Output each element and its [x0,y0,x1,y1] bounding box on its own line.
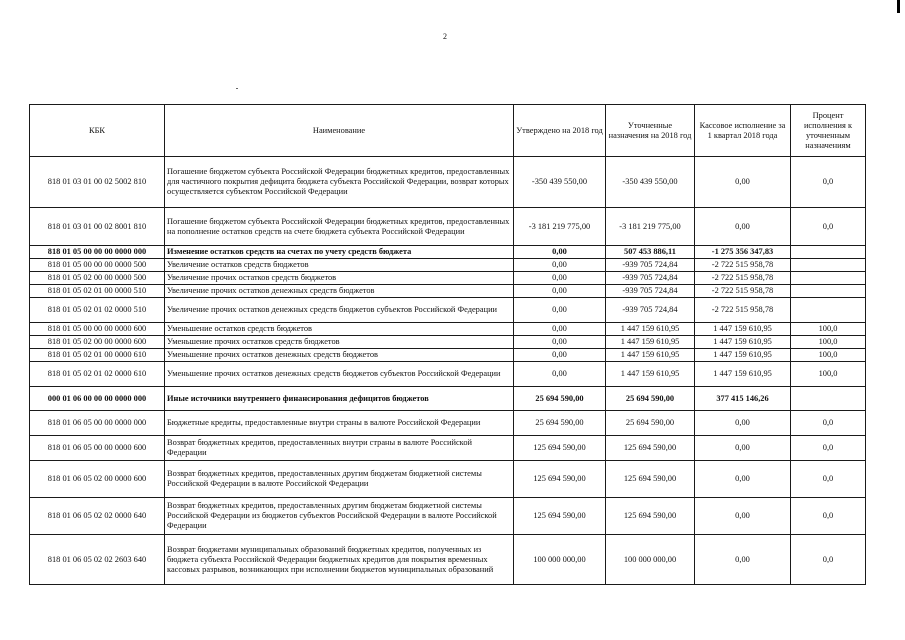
cell-approved: 125 694 590,00 [514,498,606,535]
cell-kbk: 818 01 05 00 00 00 0000 600 [30,323,165,336]
cell-name: Увеличение прочих остатков денежных средств бюджетов субъектов Российской Федерации [165,298,514,323]
cell-revised: 100 000 000,00 [606,535,695,585]
cell-approved: -3 181 219 775,00 [514,208,606,246]
cell-kbk: 818 01 06 05 00 00 0000 000 [30,411,165,436]
cell-percent [791,246,866,259]
cell-cash-execution: 0,00 [695,208,791,246]
cell-approved: 0,00 [514,259,606,272]
table-row [30,285,866,298]
cell-approved: 0,00 [514,285,606,298]
cell-kbk: 818 01 05 00 00 00 0000 500 [30,259,165,272]
cell-kbk: 818 01 06 05 02 00 0000 600 [30,461,165,498]
cell-revised: -939 705 724,84 [606,259,695,272]
cell-percent: 100,0 [791,323,866,336]
cell-name: Увеличение прочих остатков средств бюджетов [165,272,514,285]
table-row [30,323,866,336]
cell-percent [791,387,866,411]
table-header-row [30,105,866,157]
table-row [30,246,866,259]
cell-cash-execution: -2 722 515 958,78 [695,272,791,285]
table-body [30,157,866,585]
cell-cash-execution: 0,00 [695,436,791,461]
cell-revised: -3 181 219 775,00 [606,208,695,246]
cell-cash-execution: -1 275 356 347,83 [695,246,791,259]
cell-percent [791,285,866,298]
cell-percent: 0,0 [791,436,866,461]
cell-name: Уменьшение прочих остатков денежных средств бюджетов субъектов Российской Федерации [165,362,514,387]
cell-percent: 100,0 [791,349,866,362]
cell-name: Увеличение прочих остатков денежных средств бюджетов [165,285,514,298]
cell-cash-execution: -2 722 515 958,78 [695,285,791,298]
header-approved: Утверждено на 2018 год [514,105,606,157]
table-row [30,298,866,323]
cell-kbk: 818 01 05 00 00 00 0000 000 [30,246,165,259]
cell-approved: -350 439 550,00 [514,157,606,208]
cell-approved: 25 694 590,00 [514,387,606,411]
cell-approved: 125 694 590,00 [514,461,606,498]
cell-name: Возврат бюджетных кредитов, предоставленных другим бюджетам бюджетной системы Российской Федерации в валюте Российской Федерации [165,461,514,498]
cell-approved: 0,00 [514,362,606,387]
table-row [30,387,866,411]
cell-percent [791,259,866,272]
cell-kbk: 818 01 03 01 00 02 5002 810 [30,157,165,208]
cell-revised: 25 694 590,00 [606,387,695,411]
cell-kbk: 818 01 03 01 00 02 8001 810 [30,208,165,246]
cell-approved: 0,00 [514,336,606,349]
cell-revised: -939 705 724,84 [606,285,695,298]
cell-revised: 125 694 590,00 [606,498,695,535]
cell-cash-execution: 377 415 146,26 [695,387,791,411]
cell-percent: 0,0 [791,157,866,208]
cell-percent: 0,0 [791,461,866,498]
cell-approved: 100 000 000,00 [514,535,606,585]
cell-kbk: 818 01 05 02 00 00 0000 500 [30,272,165,285]
table-row [30,436,866,461]
cell-kbk: 818 01 05 02 00 00 0000 600 [30,336,165,349]
scan-edge-mark [897,0,900,13]
table-row [30,535,866,585]
header-cash-execution: Кассовое исполнение за 1 квартал 2018 года [695,105,791,157]
cell-revised: 507 453 886,11 [606,246,695,259]
table-row [30,349,866,362]
cell-kbk: 818 01 05 02 01 02 0000 610 [30,362,165,387]
cell-cash-execution: 0,00 [695,461,791,498]
cell-revised: 25 694 590,00 [606,411,695,436]
cell-percent [791,272,866,285]
cell-revised: 1 447 159 610,95 [606,323,695,336]
table-row [30,498,866,535]
cell-approved: 25 694 590,00 [514,411,606,436]
cell-approved: 0,00 [514,323,606,336]
cell-cash-execution: -2 722 515 958,78 [695,259,791,272]
cell-cash-execution: 0,00 [695,498,791,535]
cell-name: Бюджетные кредиты, предоставленные внутри страны в валюте Российской Федерации [165,411,514,436]
cell-name: Погашение бюджетом субъекта Российской Федерации бюджетных кредитов, предоставленных на пополнение остатков средств на счете бюджета субъекта Российской Федерации [165,208,514,246]
cell-name: Изменение остатков средств на счетах по учету средств бюджета [165,246,514,259]
table-row [30,272,866,285]
cell-cash-execution: 0,00 [695,411,791,436]
cell-revised: -350 439 550,00 [606,157,695,208]
cell-name: Уменьшение прочих остатков средств бюджетов [165,336,514,349]
cell-revised: 125 694 590,00 [606,461,695,498]
table-row [30,208,866,246]
cell-approved: 0,00 [514,272,606,285]
cell-kbk: 818 01 05 02 01 00 0000 510 [30,285,165,298]
cell-name: Возврат бюджетных кредитов, предоставленных другим бюджетам бюджетной системы Российской Федерации из бюджетов субъектов Российской Федерации в валюте Российской Федерации [165,498,514,535]
table-row [30,259,866,272]
cell-percent: 0,0 [791,498,866,535]
cell-name: Погашение бюджетом субъекта Российской Федерации бюджетных кредитов, предоставленных для частичного покрытия дефицита бюджета субъекта Российской Федерации, возврат которых осуществляется субъектом Российской Федерации [165,157,514,208]
cell-revised: 1 447 159 610,95 [606,349,695,362]
cell-approved: 0,00 [514,298,606,323]
cell-kbk: 818 01 05 02 01 02 0000 510 [30,298,165,323]
header-kbk: КБК [30,105,165,157]
cell-name: Возврат бюджетных кредитов, предоставленных внутри страны в валюте Российской Федерации [165,436,514,461]
cell-approved: 0,00 [514,246,606,259]
cell-approved: 125 694 590,00 [514,436,606,461]
cell-cash-execution: 0,00 [695,157,791,208]
cell-name: Уменьшение остатков средств бюджетов [165,323,514,336]
table-row [30,411,866,436]
cell-revised: -939 705 724,84 [606,272,695,285]
cell-percent [791,298,866,323]
scan-speck [236,88,238,89]
cell-kbk: 818 01 06 05 02 02 2603 640 [30,535,165,585]
cell-kbk: 818 01 05 02 01 00 0000 610 [30,349,165,362]
cell-cash-execution: 1 447 159 610,95 [695,362,791,387]
table-row [30,461,866,498]
cell-name: Иные источники внутреннего финансирования дефицитов бюджетов [165,387,514,411]
cell-percent: 100,0 [791,336,866,349]
header-revised: Уточненные назначения на 2018 год [606,105,695,157]
header-percent: Процент исполнения к уточненным назначениям [791,105,866,157]
cell-name: Возврат бюджетами муниципальных образований бюджетных кредитов, полученных из бюджета субъекта Российской Федерации бюджетных кредитов для покрытия временных кассовых разрывов, возникающих при исполнении бюджетов муниципальных образований [165,535,514,585]
cell-name: Увеличение остатков средств бюджетов [165,259,514,272]
cell-cash-execution: 1 447 159 610,95 [695,349,791,362]
page-number: 2 [443,32,447,41]
cell-kbk: 818 01 06 05 00 00 0000 600 [30,436,165,461]
cell-name: Уменьшение прочих остатков денежных средств бюджетов [165,349,514,362]
budget-execution-table [29,104,866,585]
cell-approved: 0,00 [514,349,606,362]
cell-percent: 0,0 [791,208,866,246]
cell-cash-execution: -2 722 515 958,78 [695,298,791,323]
cell-kbk: 000 01 06 00 00 00 0000 000 [30,387,165,411]
cell-cash-execution: 1 447 159 610,95 [695,323,791,336]
cell-cash-execution: 0,00 [695,535,791,585]
table-row [30,362,866,387]
cell-kbk: 818 01 06 05 02 02 0000 640 [30,498,165,535]
cell-cash-execution: 1 447 159 610,95 [695,336,791,349]
table-row [30,336,866,349]
cell-percent: 100,0 [791,362,866,387]
cell-revised: 1 447 159 610,95 [606,336,695,349]
cell-percent: 0,0 [791,411,866,436]
cell-revised: 1 447 159 610,95 [606,362,695,387]
cell-revised: -939 705 724,84 [606,298,695,323]
header-name: Наименование [165,105,514,157]
cell-percent: 0,0 [791,535,866,585]
cell-revised: 125 694 590,00 [606,436,695,461]
table-row [30,157,866,208]
